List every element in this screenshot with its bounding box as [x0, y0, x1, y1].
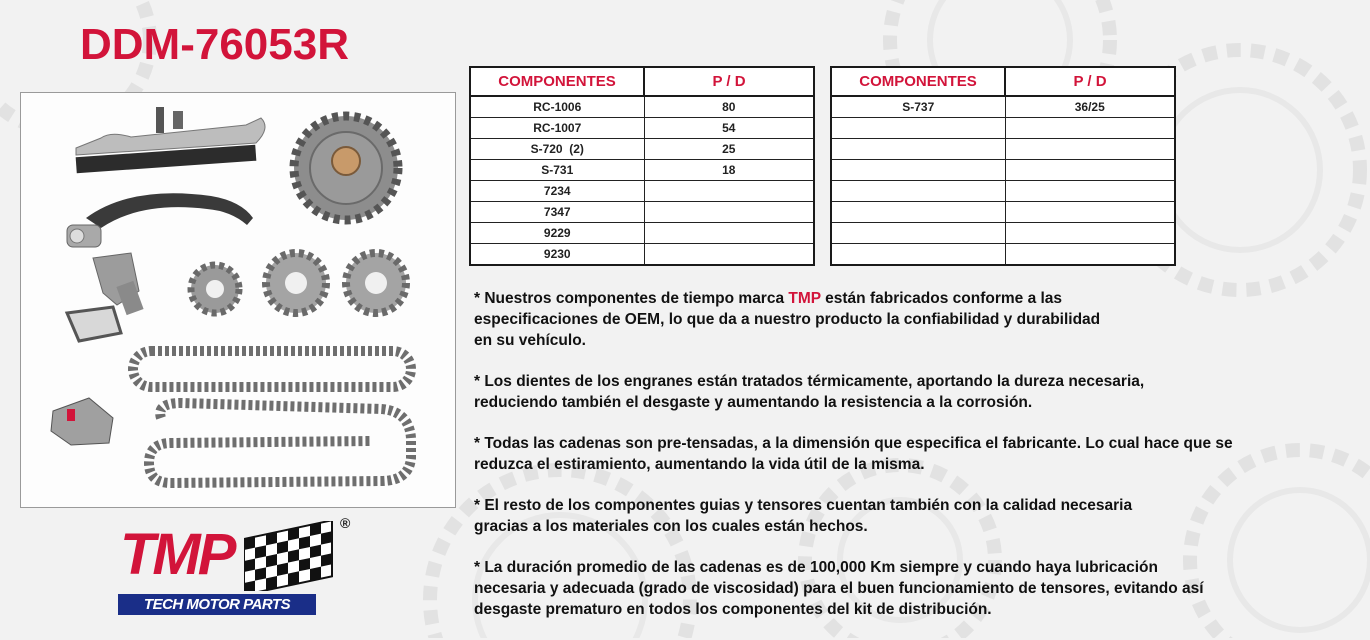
- table-row: [470, 202, 814, 223]
- table-row: [831, 202, 1175, 223]
- note-oem-pre: * Nuestros componentes de tiempo marca: [474, 290, 789, 307]
- table-row: [831, 96, 1175, 118]
- components-table-left: [469, 66, 815, 266]
- table-row: [470, 96, 814, 118]
- checkered-flag-icon: [244, 521, 336, 591]
- note-pre-tensioned: * Todas las cadenas son pre-tensadas, a la dimensión que especifica el fabricante. Lo cual hace que se reduzca el estiramiento, aumentando la vida útil de la misma.: [474, 435, 1233, 473]
- tmp-logo: [118, 515, 358, 619]
- component-code: 9230: [470, 244, 644, 266]
- table-row: [470, 118, 814, 139]
- component-code: 7234: [470, 181, 644, 202]
- table-row: [470, 139, 814, 160]
- table-row: [470, 160, 814, 181]
- chain-guide-upper: [76, 107, 265, 173]
- table-row: [831, 181, 1175, 202]
- component-code: 7347: [470, 202, 644, 223]
- pd-value: 18: [644, 160, 814, 181]
- note-chain-duration: * La duración promedio de las cadenas es de 100,000 Km siempre y cuando haya lubricación necesaria y adecuada (grado de viscosidad) para el buen funcionamiento de tensores, evitando así desgaste prematuro en todos los componentes del kit de distribución.: [474, 559, 1204, 618]
- components-table-right: [830, 66, 1176, 266]
- component-code: 9229: [470, 223, 644, 244]
- component-code: S-737: [831, 96, 1005, 118]
- pd-value: 80: [644, 96, 814, 118]
- table-row: [831, 139, 1175, 160]
- note-oem-brand: TMP: [788, 290, 821, 307]
- note-guides-tensioners: * El resto de los componentes guias y tensores cuentan también con la calidad necesaria gracias a los materiales con los cuales están hechos.: [474, 497, 1133, 535]
- column-header-componentes: COMPONENTES: [470, 67, 644, 96]
- component-code: [831, 139, 1005, 160]
- pd-value: [1005, 223, 1175, 244]
- pd-value: [1005, 118, 1175, 139]
- product-notes: [474, 288, 1364, 640]
- table-row: [470, 244, 814, 266]
- timing-chains: [133, 351, 411, 483]
- component-code: RC-1006: [470, 96, 644, 118]
- note-heat-treatment: * Los dientes de los engranes están tratados térmicamente, aportando la dureza necesaria, reduciendo también el desgaste y aumentando la resistencia a la corrosión.: [474, 373, 1145, 411]
- pd-value: [644, 244, 814, 266]
- hydraulic-tensioner: [93, 253, 144, 315]
- component-code: [831, 160, 1005, 181]
- column-header-pd: P / D: [1005, 67, 1175, 96]
- pd-value: [1005, 181, 1175, 202]
- tensioner-arm: [67, 193, 253, 247]
- table-row: [831, 244, 1175, 266]
- pd-value: [1005, 160, 1175, 181]
- logo-subtitle: TECH MOTOR PARTS: [118, 594, 316, 615]
- table-row: [831, 223, 1175, 244]
- product-photo: [20, 92, 456, 508]
- pd-value: [1005, 139, 1175, 160]
- gasket: [67, 307, 121, 341]
- table-row: [470, 181, 814, 202]
- component-code: [831, 244, 1005, 266]
- registered-mark: ®: [340, 515, 351, 531]
- note-oem: [474, 288, 1364, 351]
- component-code: [831, 223, 1005, 244]
- small-sprockets: [191, 253, 406, 313]
- table-row: [831, 118, 1175, 139]
- column-header-componentes: COMPONENTES: [831, 67, 1005, 96]
- pd-value: [644, 223, 814, 244]
- component-code: S-720 (2): [470, 139, 644, 160]
- component-code: [831, 118, 1005, 139]
- pd-value: [644, 202, 814, 223]
- product-code: DDM-76053R: [80, 20, 349, 69]
- component-code: S-731: [470, 160, 644, 181]
- pd-value: 36/25: [1005, 96, 1175, 118]
- note-oem-post: están fabricados conforme a las especificaciones de OEM, lo que da a nuestro producto la confiabilidad y durabilidad en su vehículo.: [474, 290, 1101, 349]
- pd-value: [1005, 202, 1175, 223]
- pd-value: [644, 181, 814, 202]
- red-tensioner: [51, 398, 113, 445]
- pd-value: 25: [644, 139, 814, 160]
- component-code: [831, 181, 1005, 202]
- cam-sprocket: [294, 116, 398, 220]
- logo-wordmark: TMP: [120, 522, 234, 587]
- table-row: [470, 223, 814, 244]
- pd-value: 54: [644, 118, 814, 139]
- component-code: [831, 202, 1005, 223]
- component-code: RC-1007: [470, 118, 644, 139]
- column-header-pd: P / D: [644, 67, 814, 96]
- pd-value: [1005, 244, 1175, 266]
- table-row: [831, 160, 1175, 181]
